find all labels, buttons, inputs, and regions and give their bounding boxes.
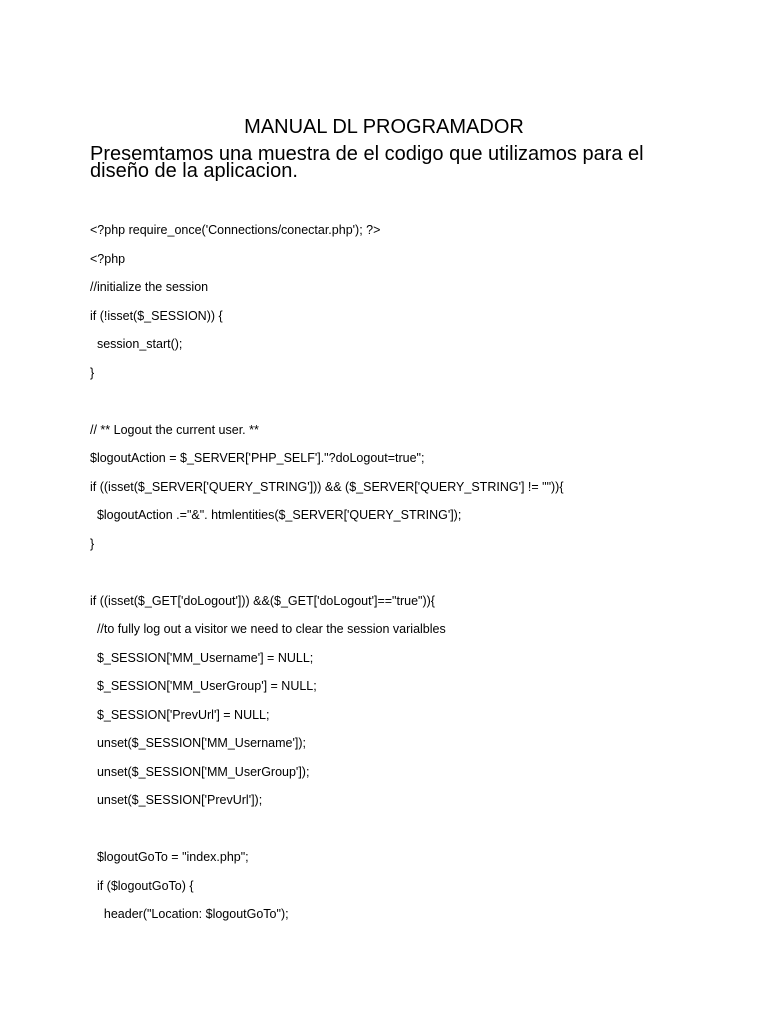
code-line: <?php require_once('Connections/conectar.php'); ?>	[90, 223, 381, 237]
subtitle-line: diseño de la aplicacion.	[90, 160, 298, 182]
code-line: header("Location: $logoutGoTo");	[90, 907, 289, 921]
code-line: $logoutGoTo = "index.php";	[90, 850, 249, 864]
code-line: $logoutAction .="&". htmlentities($_SERVER['QUERY_STRING']);	[90, 508, 462, 522]
page-title: MANUAL DL PROGRAMADOR	[244, 116, 524, 138]
code-line: //initialize the session	[90, 280, 209, 294]
code-line: if ((isset($_SERVER['QUERY_STRING'])) && ($_SERVER['QUERY_STRING'] != "")){	[90, 479, 564, 494]
subtitle-line: Presemtamos una muestra de el codigo que utilizamos para el	[90, 143, 644, 165]
code-line: if ($logoutGoTo) {	[90, 878, 194, 893]
code-line: session_start();	[90, 337, 183, 351]
code-line	[90, 391, 750, 420]
document-subtitle	[90, 143, 730, 182]
code-line: $_SESSION['MM_UserGroup'] = NULL;	[90, 679, 317, 693]
code-line: <?php	[90, 251, 126, 266]
code-listing	[90, 220, 750, 933]
code-line: //to fully log out a visitor we need to clear the session varialbles	[90, 622, 446, 636]
code-line: $logoutAction = $_SERVER['PHP_SELF']."?doLogout=true";	[90, 451, 425, 465]
code-line: // ** Logout the current user. **	[90, 422, 259, 437]
code-line: unset($_SESSION['PrevUrl']);	[90, 793, 263, 807]
code-line: }	[90, 365, 95, 380]
code-line: }	[90, 536, 95, 551]
code-line: $_SESSION['PrevUrl'] = NULL;	[90, 707, 270, 722]
code-line	[90, 562, 750, 591]
code-line: unset($_SESSION['MM_Username']);	[90, 736, 306, 750]
code-line	[90, 819, 750, 848]
code-line: if (!isset($_SESSION)) {	[90, 308, 223, 323]
code-line: if ((isset($_GET['doLogout'])) &&($_GET['doLogout']=="true")){	[90, 593, 435, 608]
code-line: $_SESSION['MM_Username'] = NULL;	[90, 650, 314, 665]
code-line: unset($_SESSION['MM_UserGroup']);	[90, 764, 310, 779]
